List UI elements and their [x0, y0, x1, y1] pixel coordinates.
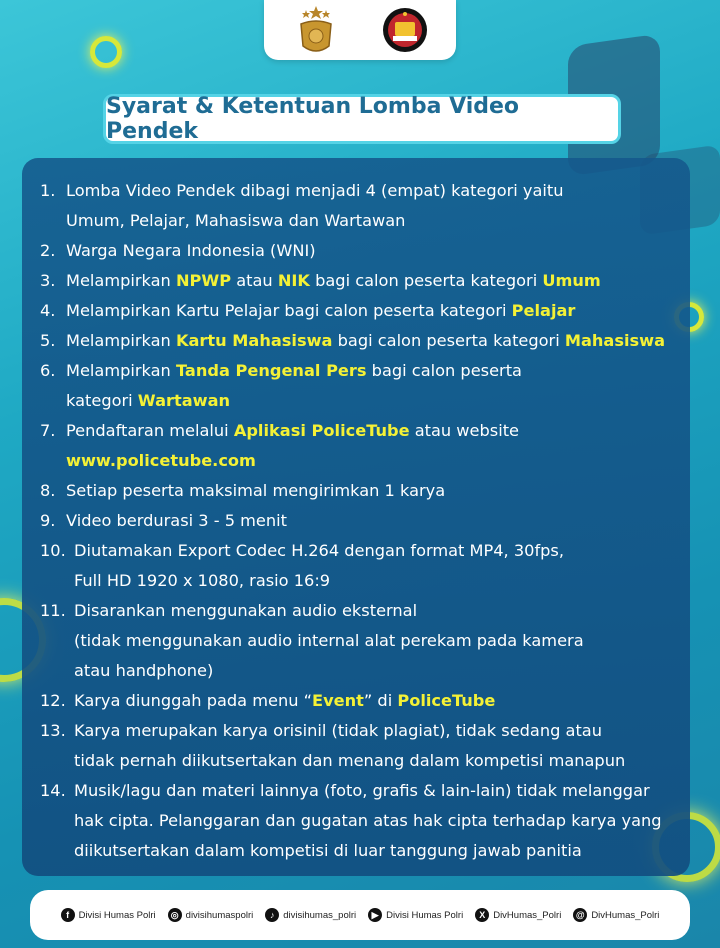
highlight-text: Kartu Mahasiswa — [175, 331, 333, 350]
social-label: DivHumas_Polri — [591, 909, 660, 921]
list-item-number: 12. — [40, 691, 66, 710]
list-item — [40, 266, 690, 296]
body-text: Setiap peserta maksimal mengirimkan 1 karya — [66, 481, 446, 500]
highlight-text: Aplikasi PoliceTube — [233, 421, 410, 440]
youtube-icon: ▶ — [368, 908, 382, 922]
body-text: Melampirkan Kartu Pelajar bagi calon peserta kategori — [66, 301, 512, 320]
body-text: Musik/lagu dan materi lainnya (foto, grafis & lain-lain) tidak melanggar hak cipta. Pelanggaran dan gugatan atas hak cipta terhadap karya yang diikutsertakan dalam kompetisi di luar tanggung jawab panitia — [74, 781, 662, 860]
highlight-text: Tanda Pengenal Pers — [175, 361, 367, 380]
instagram-icon: ◎ — [168, 908, 182, 922]
body-text: Melampirkan — [66, 271, 176, 290]
list-item-text — [66, 176, 564, 236]
facebook-icon: f — [61, 908, 75, 922]
highlight-text: NIK — [277, 271, 310, 290]
list-item-number: 4. — [40, 301, 56, 320]
highlight-text: Mahasiswa — [564, 331, 666, 350]
body-text: Disarankan menggunakan audio eksternal (tidak menggunakan audio internal alat perekam pada kamera atau handphone) — [74, 601, 584, 680]
list-item-text — [66, 326, 665, 356]
list-item-number: 13. — [40, 721, 66, 740]
list-item-number: 10. — [40, 541, 66, 560]
body-text: atau — [231, 271, 278, 290]
body-text: bagi calon peserta kategori — [66, 361, 522, 410]
list-item-text — [74, 716, 625, 776]
highlight-text: Pelajar — [511, 301, 576, 320]
list-item — [40, 596, 690, 686]
social-link[interactable] — [265, 908, 356, 922]
social-label: Divisi Humas Polri — [386, 909, 464, 921]
highlight-text: PoliceTube — [397, 691, 496, 710]
list-item-text — [66, 476, 445, 506]
list-item — [40, 356, 690, 416]
body-text: ” di — [363, 691, 398, 710]
list-item — [40, 416, 690, 476]
requirements-list — [40, 176, 690, 866]
list-item-number: 6. — [40, 361, 56, 380]
highlight-text: Event — [312, 691, 364, 710]
social-link[interactable] — [168, 908, 254, 922]
list-item-text — [66, 266, 601, 296]
body-text: Karya diunggah pada menu “ — [74, 691, 313, 710]
list-item-text — [66, 356, 522, 416]
social-link[interactable] — [475, 908, 561, 922]
highlight-text: NPWP — [175, 271, 232, 290]
social-link[interactable] — [368, 908, 463, 922]
list-item-text — [74, 596, 584, 686]
list-item-text — [74, 686, 495, 716]
body-text: bagi calon peserta kategori — [332, 331, 565, 350]
body-text: Karya merupakan karya orisinil (tidak plagiat), tidak sedang atau tidak pernah diikutsertakan dan menang dalam kompetisi manapun — [74, 721, 626, 770]
decor-ring-icon — [90, 36, 122, 68]
list-item-text — [66, 416, 519, 476]
social-label: divisihumaspolri — [185, 909, 254, 921]
humas-badge-icon — [381, 6, 429, 54]
list-item-number: 5. — [40, 331, 56, 350]
body-text: Melampirkan — [66, 331, 176, 350]
social-footer — [30, 890, 690, 940]
list-item — [40, 716, 690, 776]
list-item-text — [66, 506, 287, 536]
list-item — [40, 506, 690, 536]
body-text: bagi calon peserta kategori — [309, 271, 543, 290]
body-text: Melampirkan — [66, 361, 176, 380]
list-item — [40, 176, 690, 236]
list-item-text — [66, 236, 316, 266]
x-twitter-icon: X — [475, 908, 489, 922]
body-text: Diutamakan Export Codec H.264 dengan format MP4, 30fps, Full HD 1920 x 1080, rasio 16:9 — [74, 541, 565, 590]
body-text: atau website — [414, 421, 519, 440]
list-item-text — [74, 776, 662, 866]
page-title: Syarat & Ketentuan Lomba Video Pendek — [103, 94, 621, 144]
list-item-number: 14. — [40, 781, 66, 800]
list-item-number: 9. — [40, 511, 56, 530]
social-label: divisihumas_polri — [283, 909, 357, 921]
list-item — [40, 296, 690, 326]
list-item — [40, 326, 690, 356]
list-item-text — [66, 296, 575, 326]
list-item-number: 11. — [40, 601, 66, 620]
list-item-text — [74, 536, 564, 596]
body-text: Video berdurasi 3 - 5 menit — [66, 511, 287, 530]
highlight-text: Umum — [542, 271, 601, 290]
list-item-number: 3. — [40, 271, 56, 290]
social-link[interactable] — [573, 908, 659, 922]
threads-icon: @ — [573, 908, 587, 922]
list-item — [40, 686, 690, 716]
tiktok-icon: ♪ — [265, 908, 279, 922]
list-item-number: 8. — [40, 481, 56, 500]
header-logos — [264, 0, 456, 60]
highlight-text: Wartawan — [137, 391, 231, 410]
list-item — [40, 236, 690, 266]
social-label: DivHumas_Polri — [493, 909, 562, 921]
social-label: Divisi Humas Polri — [78, 909, 156, 921]
body-text: Warga Negara Indonesia (WNI) — [66, 241, 316, 260]
social-link[interactable] — [61, 908, 156, 922]
list-item-number: 7. — [40, 421, 56, 440]
body-text: Pendaftaran melalui — [66, 421, 234, 440]
police-emblem-icon — [291, 4, 341, 56]
highlight-text: www.policetube.com — [66, 451, 256, 470]
list-item-number: 2. — [40, 241, 56, 260]
list-item-number: 1. — [40, 181, 56, 200]
list-item — [40, 476, 690, 506]
list-item — [40, 776, 690, 866]
list-item — [40, 536, 690, 596]
body-text: Lomba Video Pendek dibagi menjadi 4 (empat) kategori yaitu Umum, Pelajar, Mahasiswa dan Wartawan — [66, 181, 564, 230]
